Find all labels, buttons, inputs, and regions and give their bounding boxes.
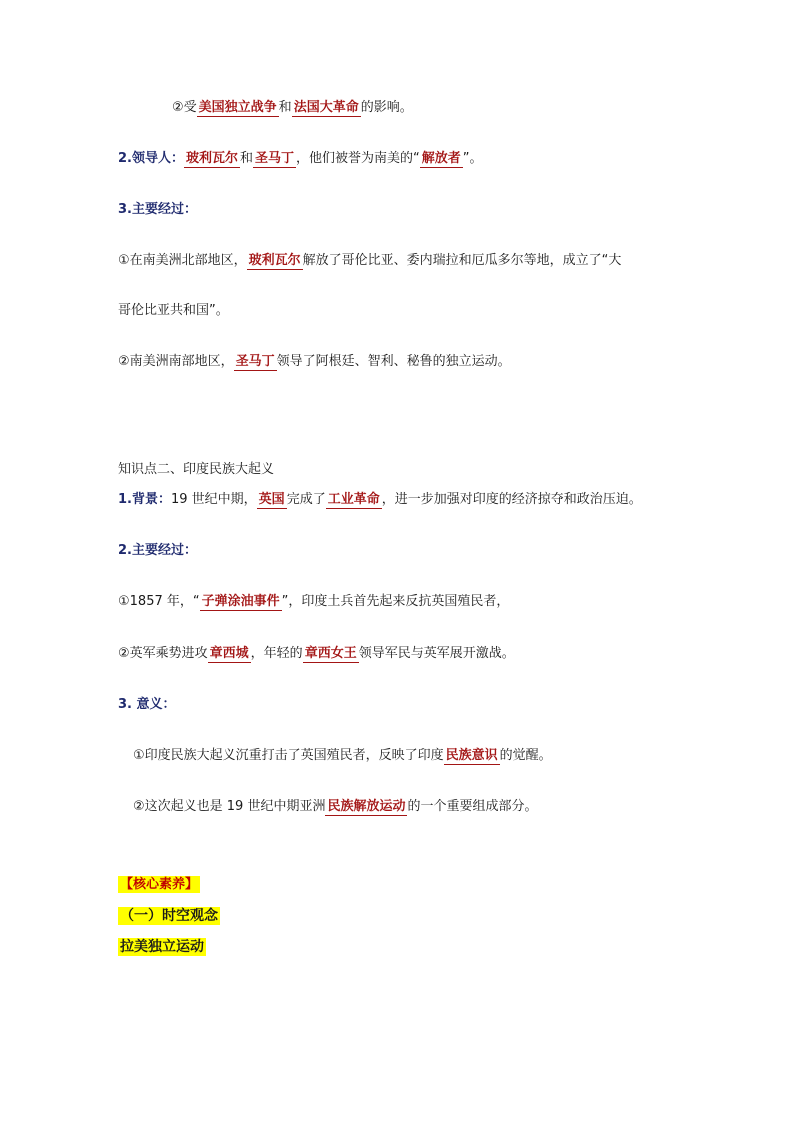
text: 哥伦比亚共和国”。 [118,303,229,318]
text: 的一个重要组成部分。 [407,799,538,814]
keyword-bolivar: 玻利瓦尔 [185,151,238,166]
keyword-industrial-revolution: 工业革命 [327,492,380,507]
line-process-heading [118,200,197,220]
line-jhansi [118,644,515,664]
text: 解放了哥伦比亚、委内瑞拉和厄瓜多尔等地，成立了“大 [302,253,622,268]
line-process-heading-2 [118,541,197,561]
text: ”，印度土兵首先起来反抗英国殖民者， [281,594,510,609]
text: 的影响。 [360,100,413,115]
text: ①在南美洲北部地区， [118,253,247,268]
text: 和 [278,100,292,115]
keyword-rani-of-jhansi: 章西女王 [304,646,357,661]
line-leaders [118,149,483,169]
keyword-american-revolution: 美国独立战争 [198,100,277,115]
keyword-liberator: 解放者 [421,151,461,166]
text: ②英军乘势进攻 [118,646,208,661]
text: ，他们被誉为南美的“ [296,151,420,166]
keyword-britain: 英国 [258,492,285,507]
text: 领导军民与英军展开激战。 [358,646,515,661]
heading-leaders: 2.领导人： [118,151,184,166]
text: 19 世纪中期， [170,492,257,507]
heading-process: 3.主要经过： [118,202,197,217]
text: 的觉醒。 [499,748,552,763]
keyword-bolivar: 玻利瓦尔 [248,253,301,268]
keyword-san-martin: 圣马丁 [255,151,295,166]
text: ②南美洲南部地区， [118,354,234,369]
keyword-jhansi: 章西城 [209,646,249,661]
core-sub2 [118,937,206,958]
text: ②这次起义也是 19 世纪中期亚洲 [133,799,326,814]
text: ①1857 年，“ [118,594,200,609]
text: ，进一步加强对印度的经济掠夺和政治压迫。 [381,492,642,507]
line-north-cont [118,301,229,321]
section-title-text: 知识点二、印度民族大起义 [118,462,275,477]
core-tag-text: 【核心素养】 [120,877,199,892]
core-sub1 [118,906,220,927]
heading-process: 2.主要经过： [118,543,197,558]
core-sub2-text: 拉美独立运动 [120,939,204,955]
keyword-national-consciousness: 民族意识 [445,748,498,763]
keyword-cartridge-incident: 子弹涂油事件 [201,594,280,609]
line-south [118,352,511,372]
line-1857 [118,592,509,612]
text: ①印度民族大起义沉重打击了英国殖民者，反映了印度 [133,748,444,763]
heading-significance: 3. 意义： [118,697,176,712]
core-tag [118,875,200,895]
text: ②受 [172,100,197,115]
line-significance-1 [133,746,552,766]
text: 完成了 [286,492,326,507]
line-significance-2 [133,797,538,817]
keyword-san-martin: 圣马丁 [235,354,275,369]
line-influence [172,98,413,118]
line-significance-heading [118,695,176,715]
heading-background: 1.背景： [118,492,171,507]
keyword-national-liberation: 民族解放运动 [327,799,406,814]
keyword-french-revolution: 法国大革命 [293,100,359,115]
text: 领导了阿根廷、智利、秘鲁的独立运动。 [276,354,511,369]
section-title [118,460,274,480]
text: 和 [240,151,254,166]
text: ”。 [462,151,483,166]
core-sub1-text: （一）时空观念 [120,908,218,924]
line-background [118,490,642,510]
line-north [118,251,621,271]
text: ，年轻的 [250,646,303,661]
